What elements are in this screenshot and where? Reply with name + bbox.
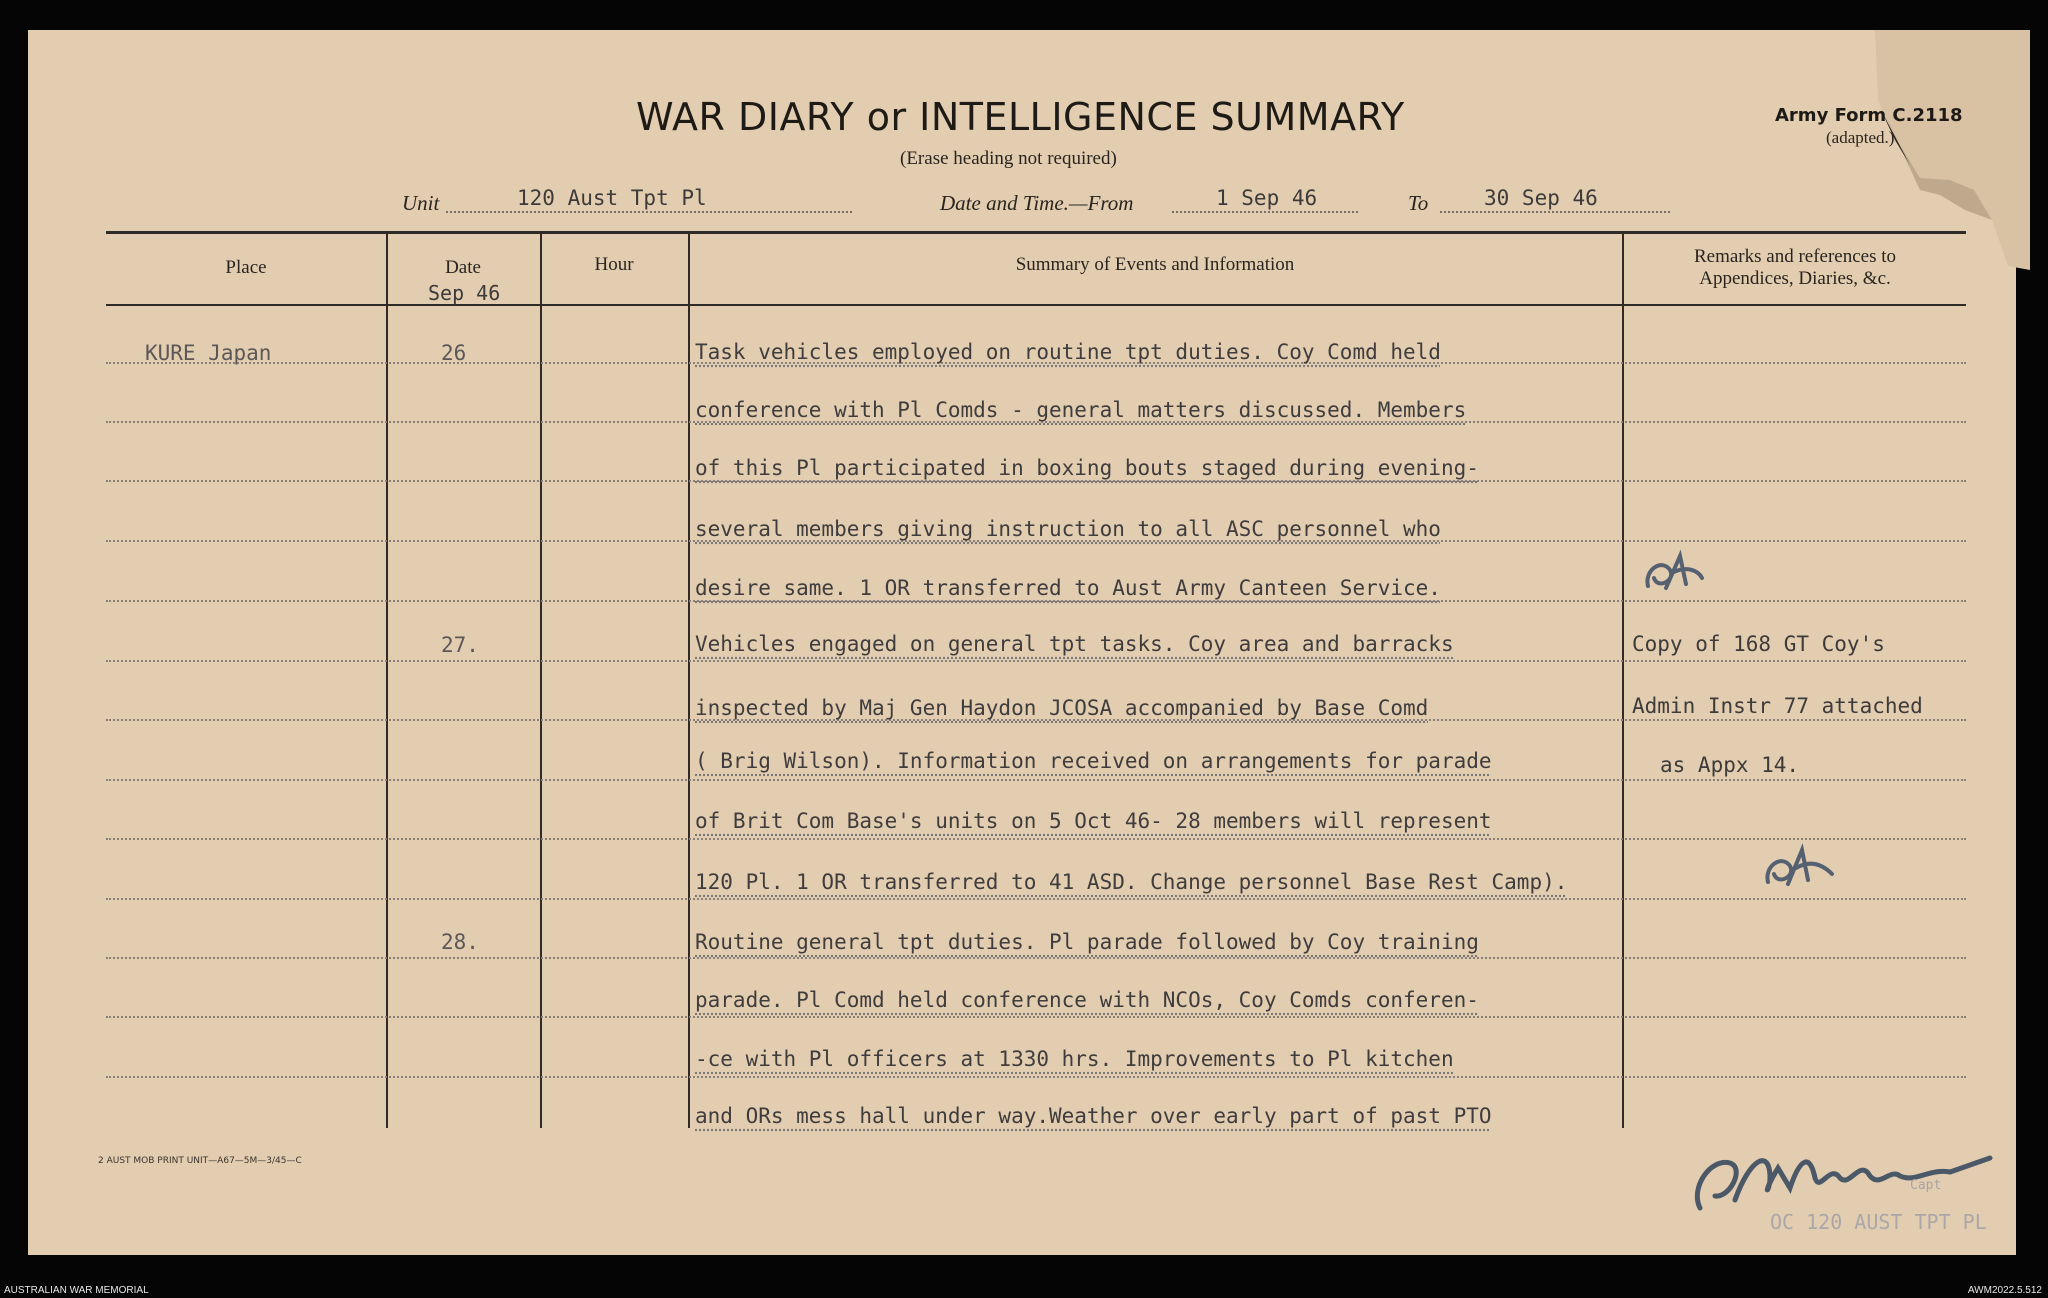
page-subtitle: (Erase heading not required) — [900, 148, 1117, 169]
date-from-label: Date and Time.—From — [940, 191, 1134, 215]
summary-line: 120 Pl. 1 OR transferred to 41 ASD. Change personnel Base Rest Camp). — [695, 870, 1568, 894]
entry-date-26: 26 — [441, 341, 467, 365]
summary-line: Routine general tpt duties. Pl parade followed by Coy training — [695, 930, 1479, 954]
page-title: WAR DIARY or INTELLIGENCE SUMMARY — [636, 95, 1405, 139]
archive-label-left: AUSTRALIAN WAR MEMORIAL — [4, 1285, 149, 1296]
row-rule — [106, 838, 1966, 840]
column-header-summary: Summary of Events and Information — [1015, 254, 1295, 275]
summary-line: desire same. 1 OR transferred to Aust Army Canteen Service. — [695, 576, 1441, 600]
date-to-value: 30 Sep 46 — [1484, 186, 1598, 210]
army-form-adapted: (adapted.) — [1826, 128, 1895, 147]
summary-line: and ORs mess hall under way.Weather over early part of past PTO — [695, 1104, 1492, 1128]
date-to-dotted-line — [1440, 211, 1670, 213]
date-from-value: 1 Sep 46 — [1216, 186, 1318, 210]
date-from-dotted-line — [1172, 211, 1358, 213]
unit-label: Unit — [402, 191, 440, 215]
column-header-date: Date — [445, 257, 481, 278]
column-header-place: Place — [225, 257, 267, 278]
remarks-line: as Appx 14. — [1660, 753, 1800, 777]
column-header-remarks-1: Remarks and references to — [1693, 246, 1897, 267]
date-to-label: To — [1408, 191, 1429, 215]
printer-imprint: 2 AUST MOB PRINT UNIT—A67—5M—3/45—C — [98, 1156, 302, 1166]
row-rule — [106, 957, 1966, 959]
row-rule — [106, 898, 1966, 900]
unit-value: 120 Aust Tpt Pl — [517, 186, 707, 210]
summary-line: of Brit Com Base's units on 5 Oct 46- 28 members will represent — [695, 809, 1492, 833]
summary-line: inspected by Maj Gen Haydon JCOSA accompanied by Base Comd — [695, 696, 1429, 720]
header-bottom-rule — [106, 304, 1966, 306]
summary-line: -ce with Pl officers at 1330 hrs. Improvements to Pl kitchen — [695, 1047, 1454, 1071]
signature — [1690, 1138, 2000, 1218]
initials-mark — [1760, 842, 1840, 892]
row-rule — [106, 779, 1966, 781]
army-form-number: Army Form C.2118 — [1775, 105, 1963, 126]
initials-mark — [1640, 548, 1710, 598]
row-rule — [106, 600, 1966, 602]
column-divider-4 — [1622, 232, 1624, 1128]
column-header-date-month: Sep 46 — [428, 281, 501, 305]
summary-line: Vehicles engaged on general tpt tasks. Coy area and barracks — [695, 632, 1454, 656]
summary-line: Task vehicles employed on routine tpt duties. Coy Comd held — [695, 340, 1441, 364]
summary-line: several members giving instruction to all ASC personnel who — [695, 517, 1441, 541]
summary-line: of this Pl participated in boxing bouts staged during evening- — [695, 456, 1479, 480]
stamp-capt: Capt — [1910, 1178, 1942, 1193]
unit-dotted-line — [446, 211, 852, 213]
column-header-remarks-2: Appendices, Diaries, &c. — [1699, 268, 1891, 289]
entry-place: KURE Japan — [145, 341, 272, 365]
row-rule — [106, 480, 1966, 482]
archive-label-right: AWM2022.5.512 — [1967, 1285, 2042, 1296]
entry-date-27: 27. — [441, 633, 479, 657]
summary-line: parade. Pl Comd held conference with NCOs, Coy Comds conferen- — [695, 988, 1479, 1012]
table-top-rule — [106, 231, 1966, 234]
row-rule — [106, 660, 1966, 662]
remarks-line: Copy of 168 GT Coy's — [1632, 632, 1885, 656]
entry-date-28: 28. — [441, 930, 479, 954]
summary-line: ( Brig Wilson). Information received on arrangements for parade — [695, 749, 1492, 773]
row-rule — [106, 1016, 1966, 1018]
column-header-hour: Hour — [594, 254, 634, 275]
summary-line: conference with Pl Comds - general matters discussed. Members — [695, 398, 1467, 422]
column-divider-2 — [540, 232, 542, 1128]
remarks-line: Admin Instr 77 attached — [1632, 694, 1923, 718]
folded-corner — [1760, 30, 2030, 270]
stamp-unit: OC 120 AUST TPT PL — [1770, 1210, 1987, 1234]
column-divider-1 — [386, 232, 388, 1128]
column-divider-3 — [688, 232, 690, 1128]
row-rule — [106, 1076, 1966, 1078]
